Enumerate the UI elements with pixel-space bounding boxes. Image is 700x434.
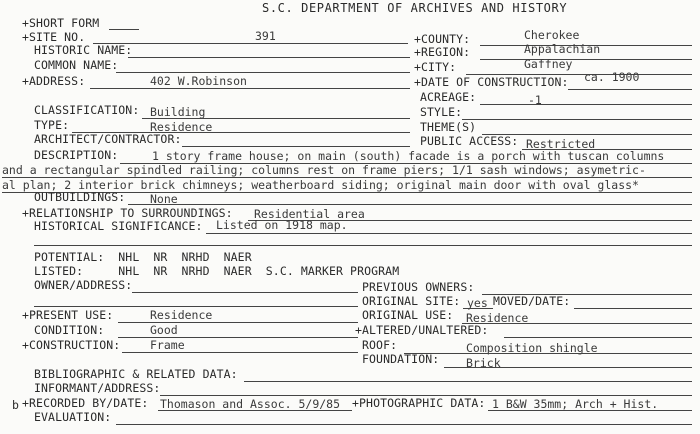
label-common-name: COMMON NAME: bbox=[34, 58, 119, 72]
label-evaluation: EVALUATION: bbox=[34, 410, 112, 424]
region-value: Appalachian bbox=[524, 42, 601, 56]
public-access-value: Restricted bbox=[526, 137, 596, 151]
label-site-no: +SITE NO. bbox=[22, 30, 86, 44]
condition-value: Good bbox=[150, 323, 178, 337]
acreage-value: -1 bbox=[528, 93, 542, 107]
label-present-use: +PRESENT USE: bbox=[22, 308, 114, 322]
label-type: TYPE: bbox=[34, 118, 70, 132]
photographic-field[interactable] bbox=[488, 410, 692, 411]
label-original-site: ORIGINAL SITE: bbox=[362, 294, 461, 308]
foundation-value: Brick bbox=[466, 356, 501, 370]
recorded-prefix-mark: b bbox=[12, 398, 20, 412]
label-classification: CLASSIFICATION: bbox=[34, 103, 140, 117]
description-line-2: and a rectangular spindled railing; columns rest on frame piers; 1/1 sash windows; asymetric- bbox=[2, 163, 646, 177]
label-condition: CONDITION: bbox=[34, 323, 105, 337]
foundation-field[interactable] bbox=[444, 367, 692, 368]
description-line-3: al plan; 2 interior brick chimneys; weatherboard siding; original main door with oval glass* bbox=[2, 178, 639, 192]
label-potential: POTENTIAL: NHL NR NRHD NAER bbox=[34, 250, 252, 264]
outbuildings-field[interactable] bbox=[128, 204, 692, 205]
label-region: +REGION: bbox=[414, 45, 471, 59]
label-acreage: ACREAGE: bbox=[420, 90, 477, 104]
historical-significance-value: Listed on 1918 map. bbox=[216, 218, 348, 232]
label-original-use: ORIGINAL USE: bbox=[362, 308, 454, 322]
construction-value: Frame bbox=[150, 338, 185, 352]
label-moved-date: MOVED/DATE: bbox=[493, 294, 571, 308]
county-value: Cherokee bbox=[524, 28, 580, 42]
site-no-field[interactable] bbox=[93, 43, 408, 44]
short-form-field[interactable] bbox=[109, 29, 139, 30]
type-value: Residence bbox=[150, 120, 213, 134]
label-listed: LISTED: NHL NR NRHD NAER S.C. MARKER PROGRAM bbox=[34, 264, 400, 278]
page-title: S.C. DEPARTMENT OF ARCHIVES AND HISTORY bbox=[262, 1, 568, 15]
description-line-1: 1 story frame house; on main (south) facade is a porch with tuscan columns bbox=[152, 149, 665, 163]
site-no-value: 391 bbox=[255, 29, 276, 43]
label-style: STYLE: bbox=[420, 105, 463, 119]
historic-name-field[interactable] bbox=[128, 57, 410, 58]
label-address: +ADDRESS: bbox=[22, 74, 86, 88]
label-photographic: +PHOTOGRAPHIC DATA: bbox=[352, 396, 486, 410]
label-short-form: +SHORT FORM bbox=[22, 16, 100, 30]
date-of-construction-value: ca. 1900 bbox=[584, 70, 640, 84]
roof-value: Composition shingle bbox=[466, 341, 598, 355]
label-altered: +ALTERED/UNALTERED: bbox=[355, 323, 489, 337]
city-value: Gaffney bbox=[524, 57, 573, 71]
label-owner-address: OWNER/ADDRESS: bbox=[34, 278, 133, 292]
bibliographic-field[interactable] bbox=[244, 381, 692, 382]
label-outbuildings: OUTBUILDINGS: bbox=[34, 190, 126, 204]
label-city: +CITY: bbox=[414, 60, 457, 74]
evaluation-field[interactable] bbox=[116, 424, 692, 425]
label-public-access: PUBLIC ACCESS: bbox=[420, 134, 519, 148]
common-name-field[interactable] bbox=[116, 72, 410, 73]
label-construction: +CONSTRUCTION: bbox=[22, 338, 121, 352]
original-use-field[interactable] bbox=[462, 323, 692, 324]
label-relationship: +RELATIONSHIP TO SURROUNDINGS: bbox=[22, 206, 233, 220]
address-field[interactable] bbox=[90, 88, 410, 89]
moved-date-field[interactable] bbox=[574, 308, 692, 309]
construction-field[interactable] bbox=[122, 352, 358, 353]
address-value: 402 W.Robinson bbox=[150, 74, 247, 88]
photographic-value: 1 B&W 35mm; Arch + Hist. bbox=[492, 397, 659, 411]
relationship-value: Residential area bbox=[254, 207, 365, 221]
acreage-field[interactable] bbox=[480, 104, 692, 105]
label-themes: THEME(S) bbox=[420, 120, 477, 134]
label-historical-significance: HISTORICAL SIGNIFICANCE: bbox=[34, 219, 203, 233]
date-of-construction-field[interactable] bbox=[568, 89, 692, 90]
label-architect: ARCHITECT/CONTRACTOR: bbox=[34, 132, 182, 146]
label-county: +COUNTY: bbox=[414, 32, 471, 46]
original-site-field[interactable] bbox=[463, 308, 493, 309]
label-roof: ROOF: bbox=[362, 338, 398, 352]
recorded-value: Thomason and Assoc. 5/9/85 bbox=[160, 397, 341, 411]
classification-value: Building bbox=[150, 105, 206, 119]
label-foundation: FOUNDATION: bbox=[362, 352, 440, 366]
region-field[interactable] bbox=[480, 59, 692, 60]
roof-field[interactable] bbox=[404, 353, 692, 354]
label-date-of-construction: +DATE OF CONSTRUCTION: bbox=[414, 75, 569, 89]
recorded-field[interactable] bbox=[158, 410, 352, 411]
label-historic-name: HISTORIC NAME: bbox=[34, 43, 133, 57]
label-description: DESCRIPTION: bbox=[34, 148, 119, 162]
classification-field[interactable] bbox=[142, 118, 410, 119]
altered-field[interactable] bbox=[504, 337, 692, 338]
original-use-value: Residence bbox=[466, 311, 529, 325]
label-previous-owners: PREVIOUS OWNERS: bbox=[362, 280, 475, 294]
label-bibliographic: BIBLIOGRAPHIC & RELATED DATA: bbox=[34, 367, 238, 381]
historical-significance-field-2[interactable] bbox=[34, 245, 692, 246]
owner-address-field-2[interactable] bbox=[34, 306, 358, 307]
label-recorded: +RECORDED BY/DATE: bbox=[22, 396, 149, 410]
style-field[interactable] bbox=[462, 119, 692, 120]
outbuildings-value: None bbox=[150, 192, 178, 206]
historical-significance-field-1[interactable] bbox=[206, 233, 692, 234]
architect-field[interactable] bbox=[182, 146, 410, 147]
owner-address-field-1[interactable] bbox=[132, 292, 358, 293]
original-site-value: yes bbox=[467, 296, 488, 310]
present-use-value: Residence bbox=[150, 308, 213, 322]
label-informant: INFORMANT/ADDRESS: bbox=[34, 381, 161, 395]
